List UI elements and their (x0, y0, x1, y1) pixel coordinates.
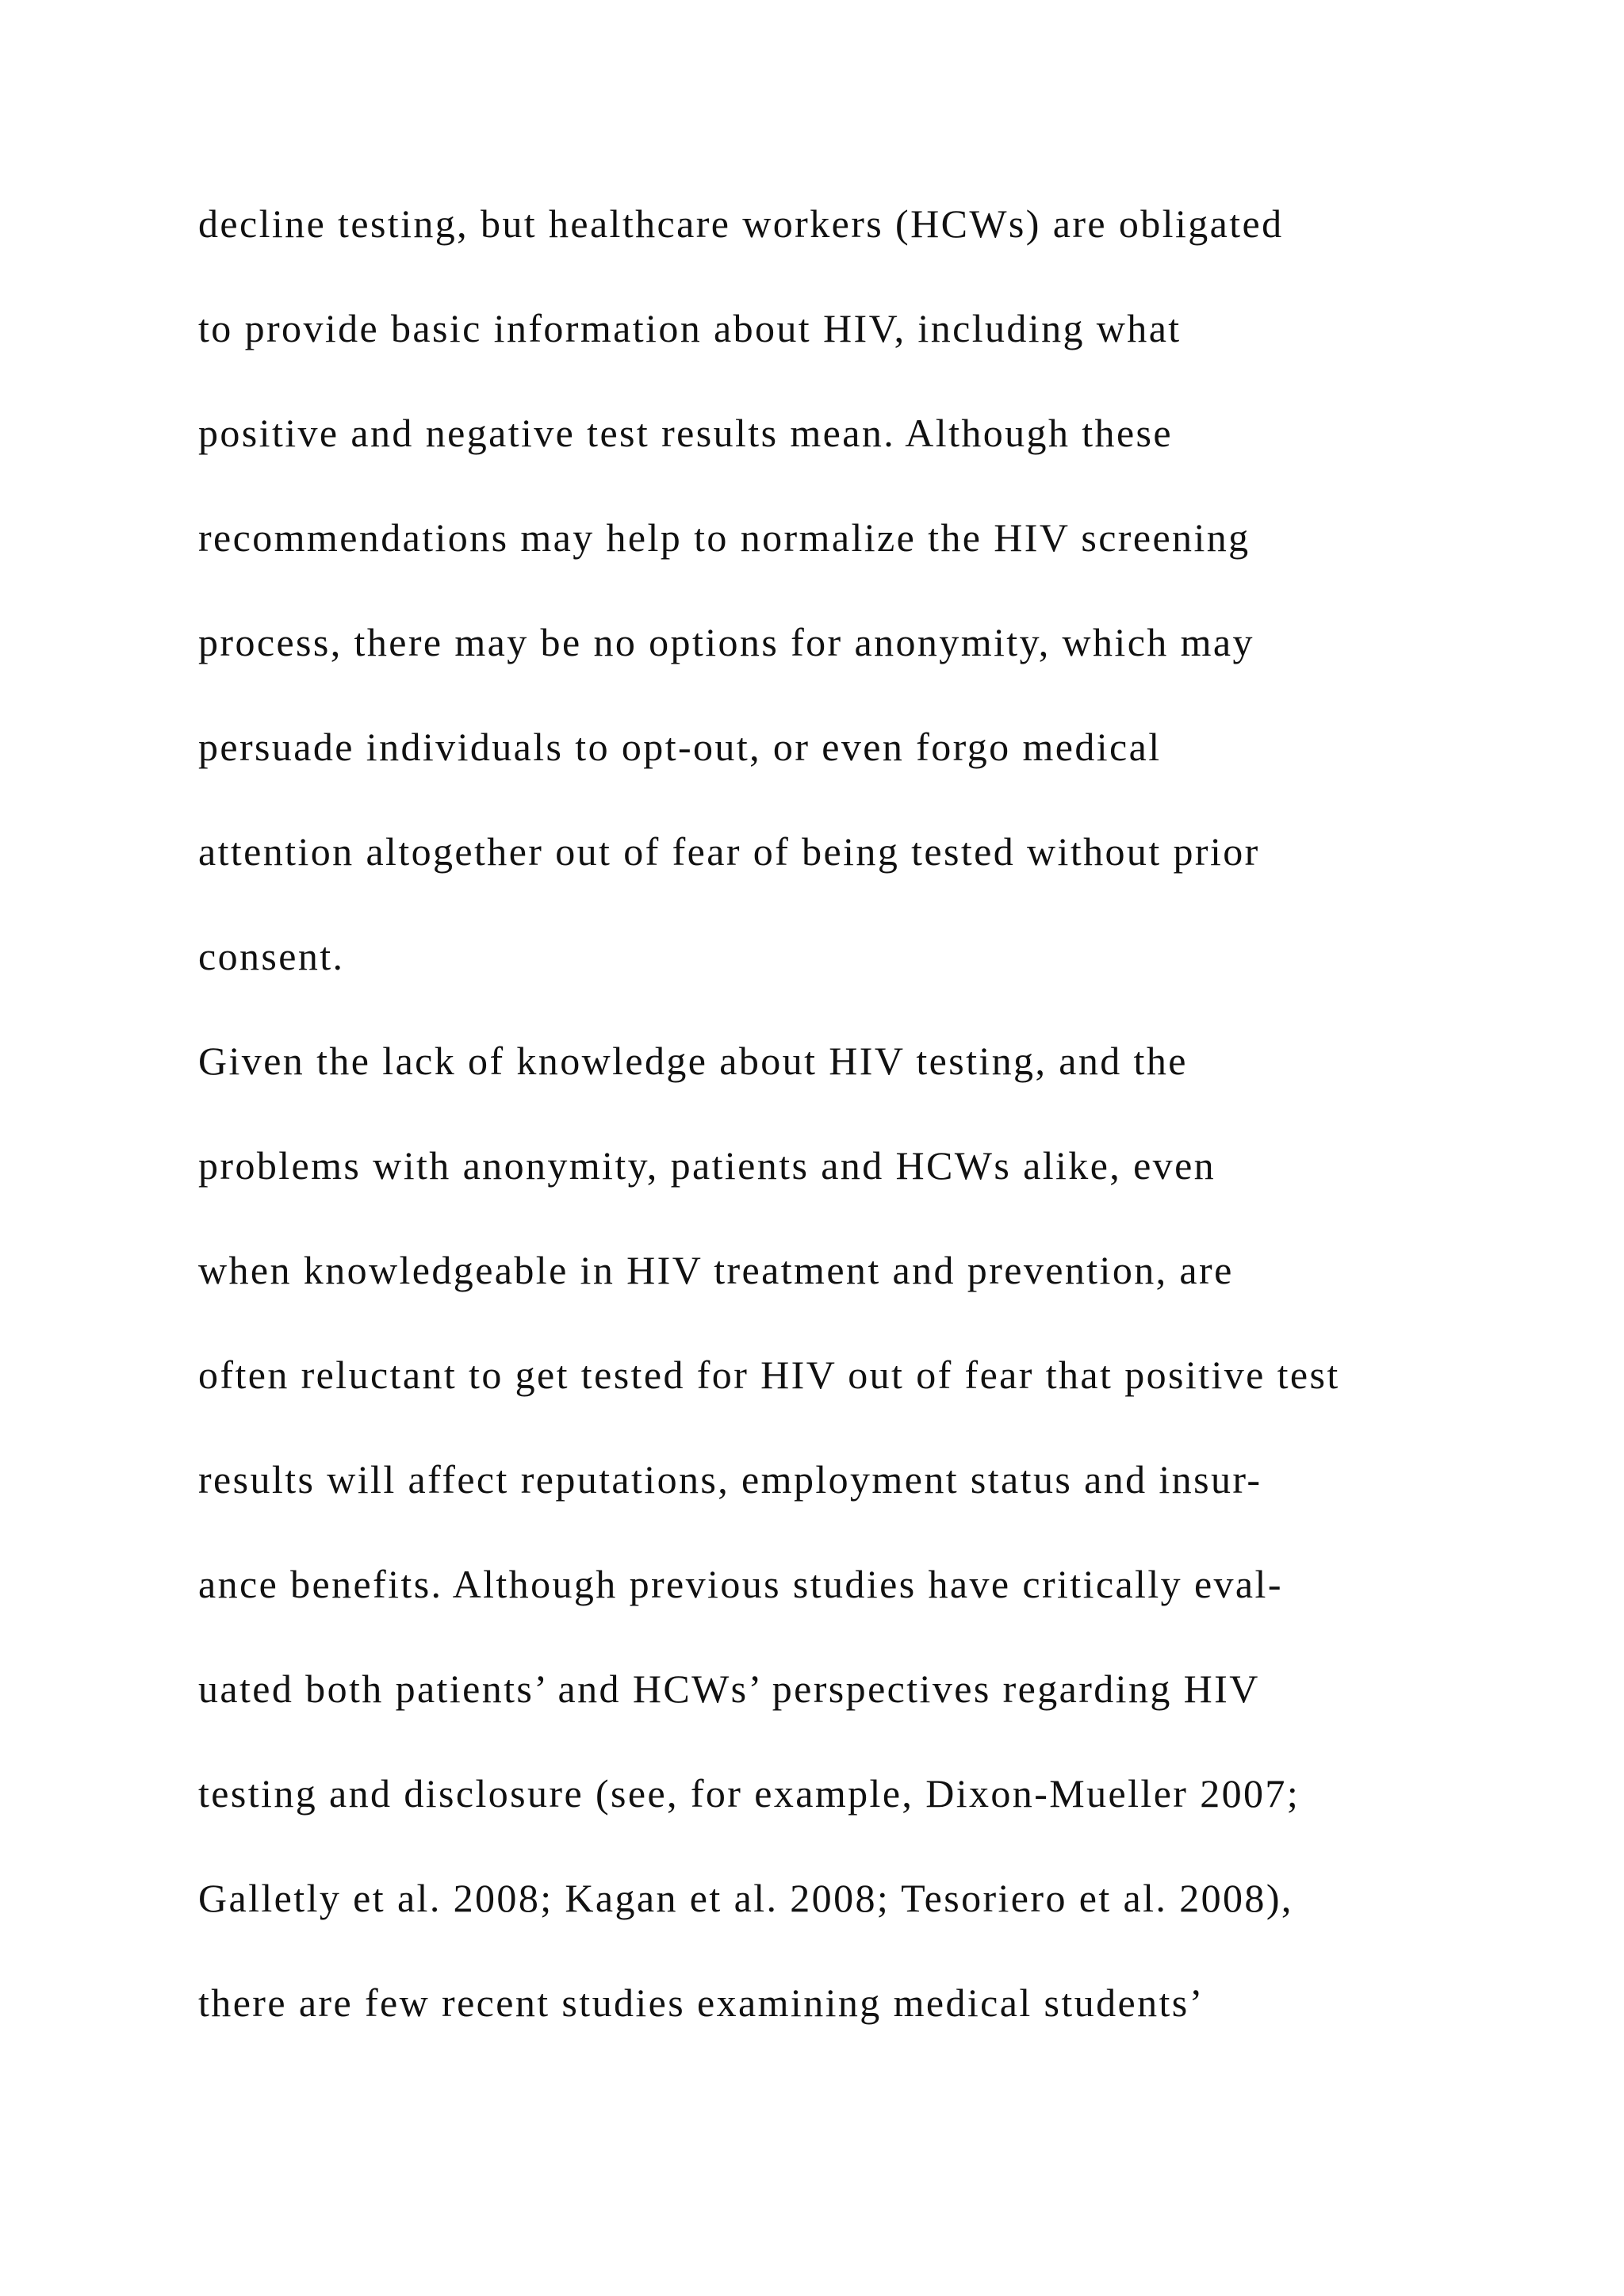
text-line: positive and negative test results mean. Although these (198, 411, 1173, 455)
text-line: results will affect reputations, employment status and insur- (198, 1457, 1262, 1502)
text-line: uated both patients’ and HCWs’ perspectives regarding HIV (198, 1667, 1260, 1711)
text-line: problems with anonymity, patients and HCWs alike, even (198, 1143, 1216, 1188)
text-line: to provide basic information about HIV, including what (198, 306, 1182, 350)
text-line: testing and disclosure (see, for example, Dixon-Mueller 2007; (198, 1771, 1300, 1816)
text-line: ance benefits. Although previous studies have critically eval- (198, 1562, 1283, 1606)
text-line: often reluctant to get tested for HIV out of fear that positive test (198, 1353, 1340, 1397)
text-line: Given the lack of knowledge about HIV testing, and the (198, 1039, 1188, 1083)
text-line: decline testing, but healthcare workers (HCWs) are obligated (198, 201, 1284, 246)
text-line: attention altogether out of fear of being tested without prior (198, 829, 1260, 874)
text-line: recommendations may help to normalize the HIV screening (198, 515, 1251, 560)
text-line: persuade individuals to opt-out, or even forgo medical (198, 725, 1162, 769)
text-line: there are few recent studies examining medical students’ (198, 1980, 1205, 2025)
body-text (198, 193, 1546, 2077)
text-line: when knowledgeable in HIV treatment and prevention, are (198, 1248, 1234, 1292)
text-line: consent. (198, 934, 345, 978)
paragraph-2 (198, 1031, 1546, 2077)
text-line: Galletly et al. 2008; Kagan et al. 2008; Tesoriero et al. 2008), (198, 1876, 1293, 1920)
paragraph-1 (198, 193, 1546, 1031)
text-line: process, there may be no options for anonymity, which may (198, 620, 1254, 664)
